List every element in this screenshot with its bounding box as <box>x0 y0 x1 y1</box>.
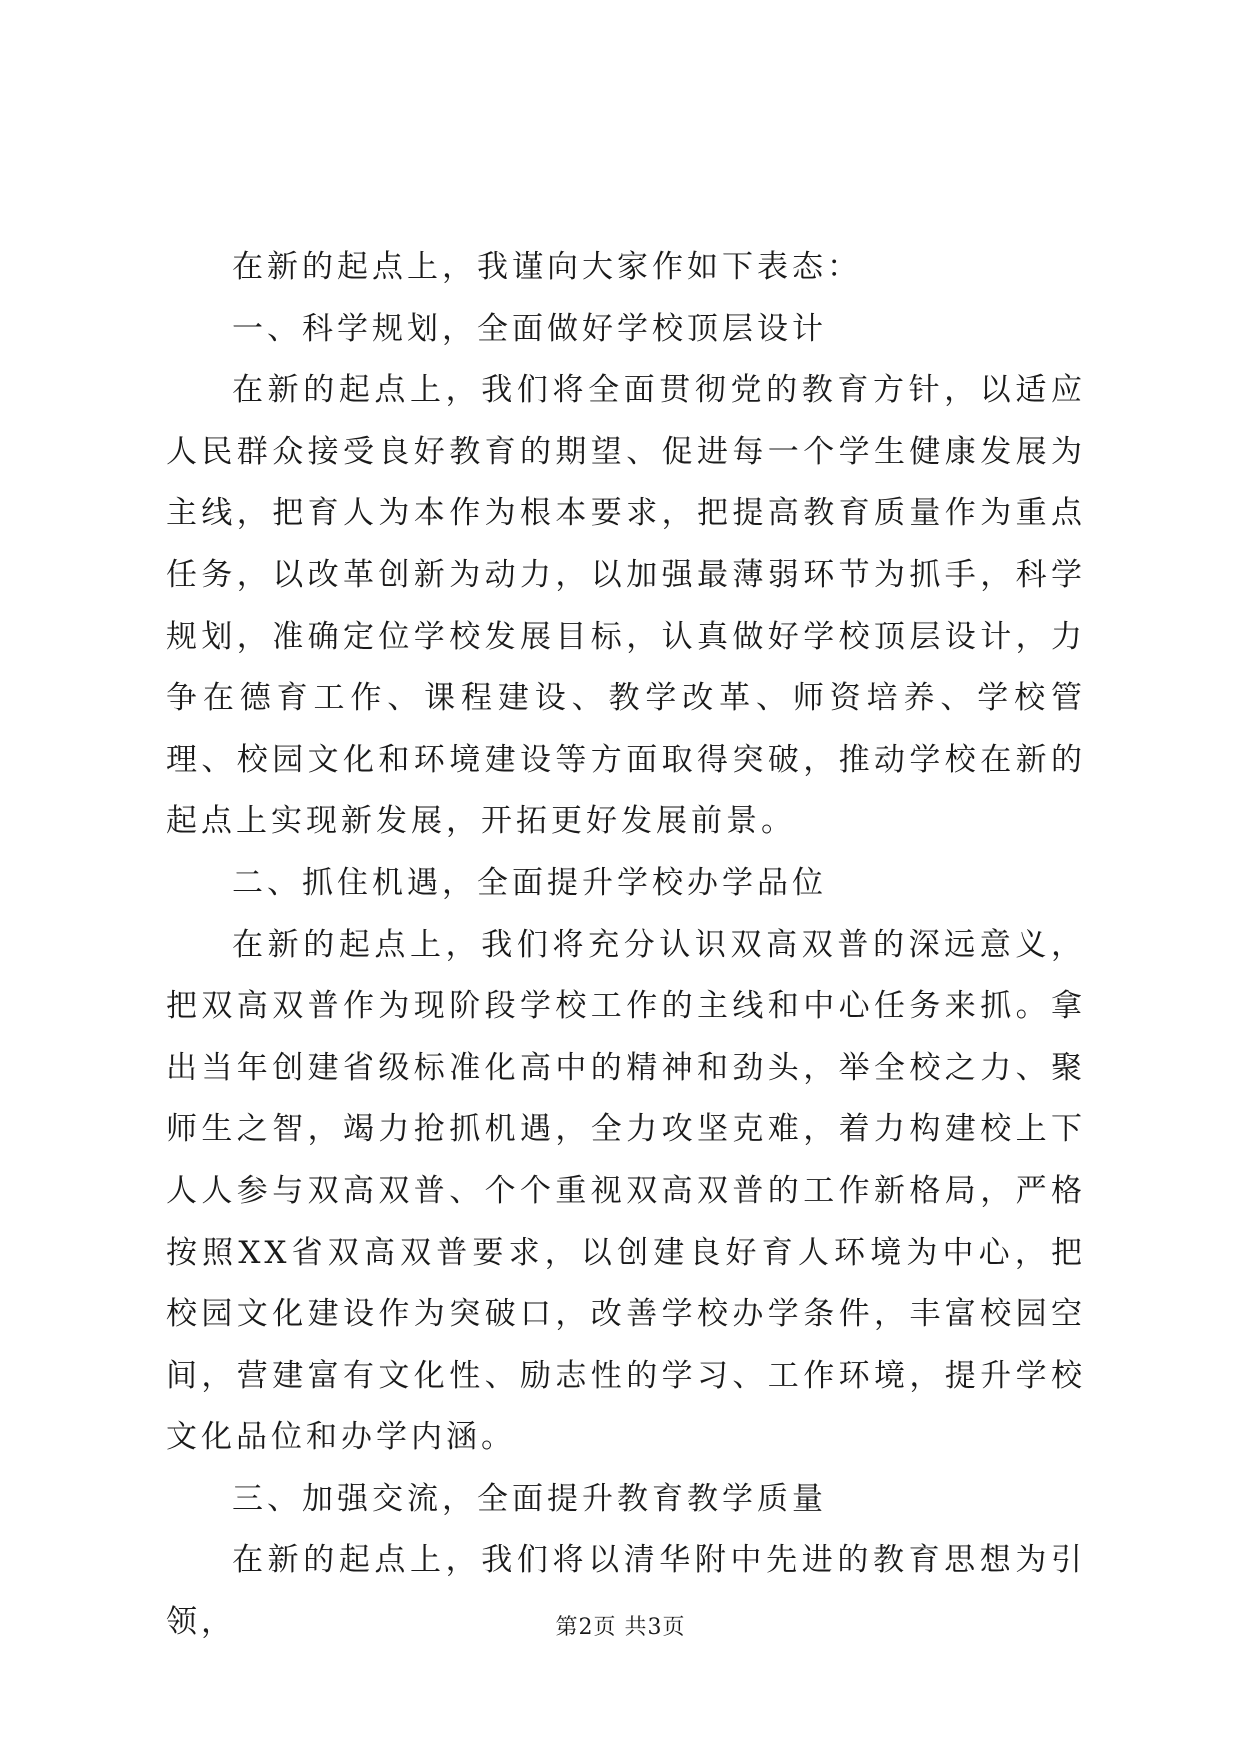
body-paragraph-3: 在新的起点上，我们将以清华附中先进的教育思想为引领， <box>166 1542 1086 1641</box>
section-heading-1: 一、科学规划，全面做好学校顶层设计 <box>232 310 827 347</box>
document-body <box>166 237 1086 1654</box>
section-heading-3: 三、加强交流，全面提升教育教学质量 <box>232 1480 827 1517</box>
body-paragraph-2: 在新的起点上，我们将充分认识双高双普的深远意义，把双高双普作为现阶段学校工作的主线和中心任务来抓。拿出当年创建省级标准化高中的精神和劲头，举全校之力、聚师生之智，竭力抢抓机遇，全力攻坚克难，着力构建校上下人人参与双高双普、个个重视双高双普的工作新格局，严格按照XX省双高双普要求，以创建良好育人环境为中心，把校园文化建设作为突破口，改善学校办学条件，丰富校园空间，营建富有文化性、励志性的学习、工作环境，提升学校文化品位和办学内涵。 <box>166 926 1086 1456</box>
intro-paragraph: 在新的起点上，我谨向大家作如下表态： <box>232 249 862 285</box>
section-heading-2: 二、抓住机遇，全面提升学校办学品位 <box>232 864 827 901</box>
body-paragraph-1: 在新的起点上，我们将全面贯彻党的教育方针，以适应人民群众接受良好教育的期望、促进每一个学生健康发展为主线，把育人为本作为根本要求，把提高教育质量作为重点任务，以改革创新为动力，以加强最薄弱环节为抓手，科学规划，准确定位学校发展目标，认真做好学校顶层设计，力争在德育工作、课程建设、教学改革、师资培养、学校管理、校园文化和环境建设等方面取得突破，推动学校在新的起点上实现新发展，开拓更好发展前景。 <box>166 372 1086 840</box>
page-number-footer: 第2页 共3页 <box>555 1615 686 1640</box>
